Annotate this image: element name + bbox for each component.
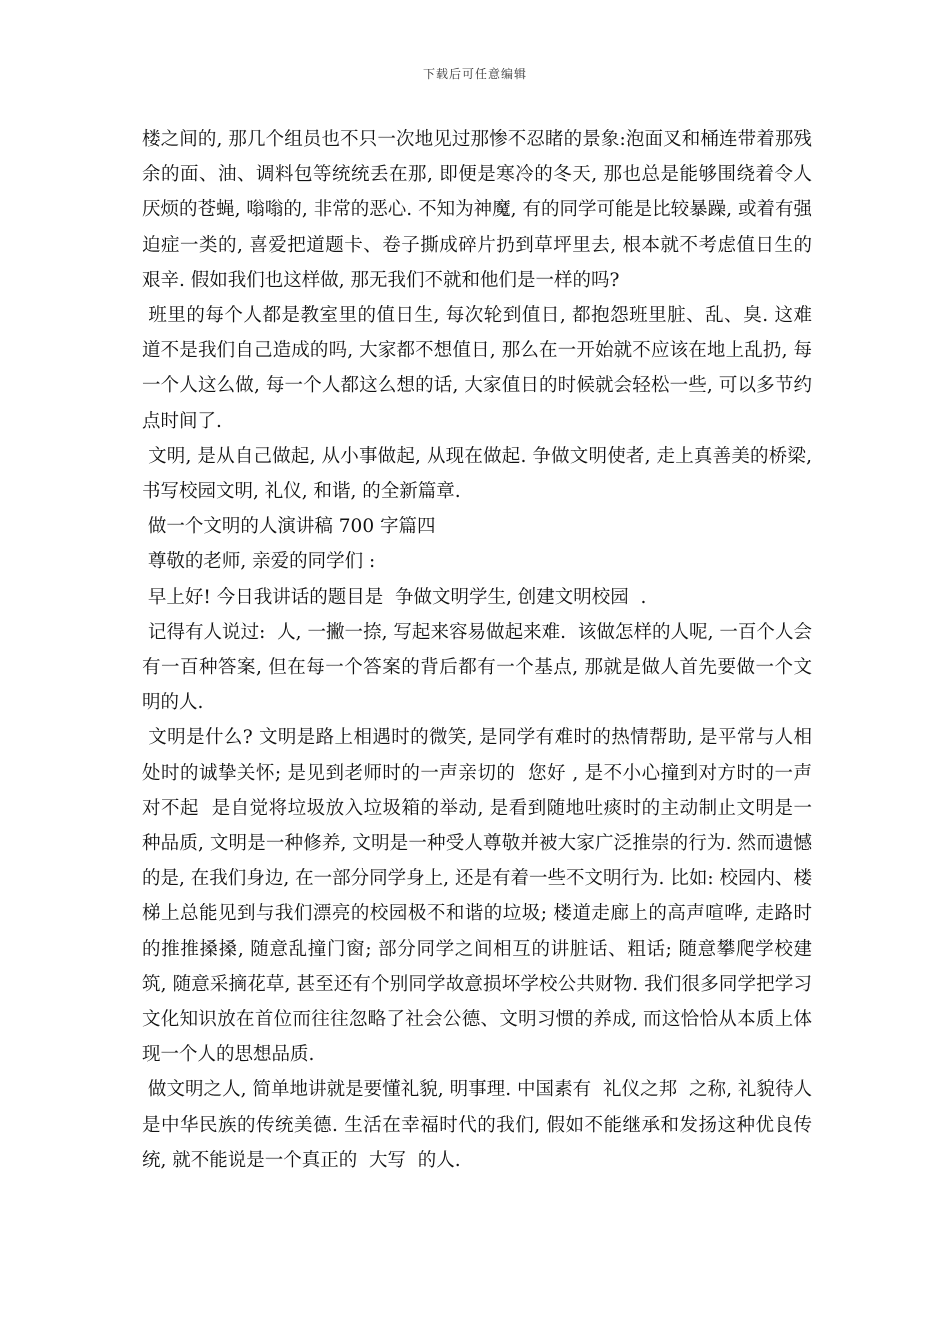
paragraph: 文明是什么? 文明是路上相遇时的微笑, 是同学有难时的热情帮助, 是平常与人相处时的诚挚关怀; 是见到老师时的一声亲切的 您好 , 是不小心撞到对方时的一声 对不起 是自觉将垃圾放入垃圾箱的举动, 是看到随地吐痰时的主动制止文明是一种品质, 文明是一种修养, 文明是一种受人尊敬并被大家广泛推崇的行为. 然而遗憾的是, 在我们身边, 在一部分同学身上, 还是有着一些不文明行为. 比如: 校园内、楼梯上总能见到与我们漂亮的校园极不和谐的垃圾; 楼道走廊上的高声喧哗, 走路时的推推搡搡, 随意乱撞门窗; 部分同学之间相互的讲脏话、粗话; 随意攀爬学校建筑, 随意采摘花草, 甚至还有个别同学故意损坏学校公共财物. 我们很多同学把学习文化知识放在首位而往往忽略了社会公德、文明习惯的养成, 而这恰恰从本质上体现一个人的思想品质. bbox=[142, 727, 824, 1066]
paragraph: 早上好! 今日我讲话的题目是 争做文明学生, 创建文明校园 . bbox=[142, 586, 647, 608]
paragraph: 记得有人说过: 人, 一撇一捺, 写起来容易做起来难. 该做怎样的人呢, 一百个人会有一百种答案, 但在每一个答案的背后都有一个基点, 那就是做人首先要做一个文明的人. bbox=[142, 621, 812, 714]
section-heading: 做一个文明的人演讲稿 700 字篇四 bbox=[142, 516, 436, 538]
paragraph: 楼之间的, 那几个组员也不只一次地见过那惨不忍睹的景象:泡面叉和桶连带着那残余的面、油、调料包等统统丢在那, 即便是寒冷的冬天, 那也总是能够围绕着令人厌烦的苍蝇, 嗡嗡的, 非常的恶心. 不知为神魔, 有的同学可能是比较暴躁, 或着有强迫症一类的, 喜爱把道题卡、卷子撕成碎片扔到草坪里去, 根本就不考虑值日生的艰辛. 假如我们也这样做, 那无我们不就和他们是一样的吗? bbox=[142, 129, 812, 291]
paragraph: 做文明之人, 简单地讲就是要懂礼貌, 明事理. 中国素有 礼仪之邦 之称, 礼貌待人是中华民族的传统美德. 生活在幸福时代的我们, 假如不能继承和发扬这种优良传统, 就不能说是一个真正的 大写 的人. bbox=[142, 1079, 812, 1171]
paragraph: 班里的每个人都是教室里的值日生, 每次轮到值日, 都抱怨班里脏、乱、臭. 这难道不是我们自己造成的吗, 大家都不想值日, 那么在一开始就不应该在地上乱扔, 每一个人这么做, 每一个人都这么想的话, 大家值日的时候就会轻松一些, 可以多节约点时间了. bbox=[142, 305, 812, 432]
page-header: 下载后可任意编辑 bbox=[422, 67, 527, 81]
paragraph: 文明, 是从自己做起, 从小事做起, 从现在做起. 争做文明使者, 走上真善美的桥梁, 书写校园文明, 礼仪, 和谐, 的全新篇章. bbox=[142, 445, 818, 503]
document-body bbox=[142, 122, 824, 1178]
salutation: 尊敬的老师, 亲爱的同学们 : bbox=[142, 551, 376, 573]
